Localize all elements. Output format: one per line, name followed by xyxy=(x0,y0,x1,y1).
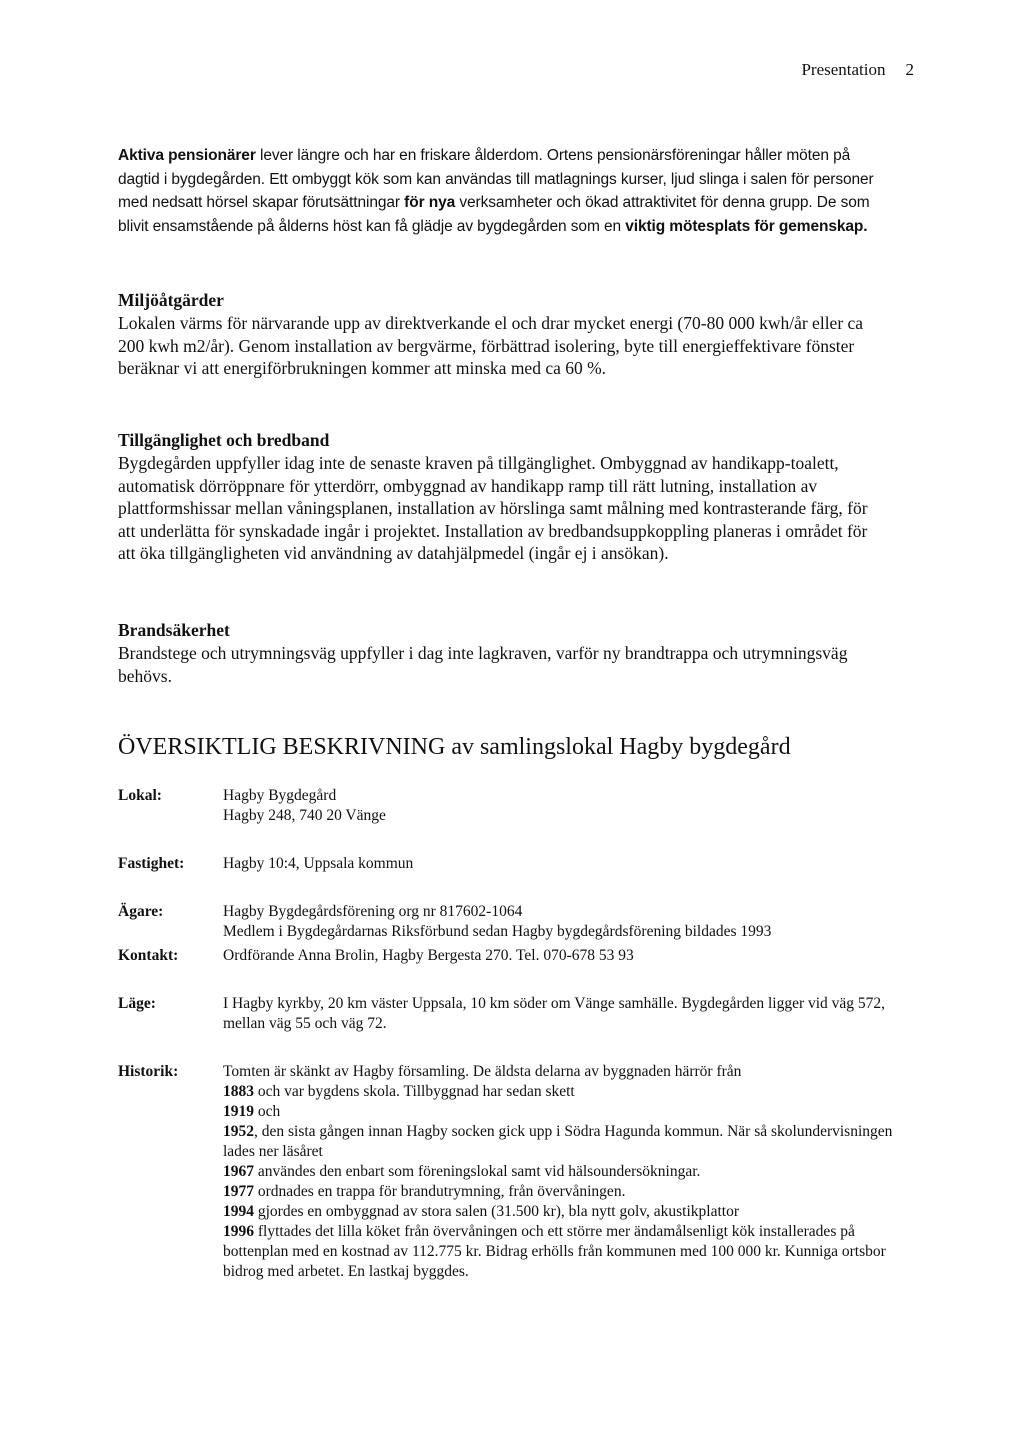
row-fastighet xyxy=(118,826,908,874)
overview-table xyxy=(118,786,908,1282)
hist-intro: Tomten är skänkt av Hagby församling. De äldsta delarna av byggnaden härrör från xyxy=(223,1063,742,1080)
kontakt-label: Kontakt: xyxy=(118,947,179,964)
overview-title: ÖVERSIKTLIG BESKRIVNING av samlingslokal Hagby bygdegård xyxy=(118,734,791,760)
hist-year-1883: 1883 xyxy=(223,1083,254,1100)
kontakt-value: Ordförande Anna Brolin, Hagby Bergesta 270. Tel. 070-678 53 93 xyxy=(223,947,634,964)
section-brand xyxy=(118,618,888,687)
intro-text-1: lever längre och har en friskare ålderdom. Ortens pensionärsföreningar håller möten på dagtid i bygdegården. Ett ombyggt kök som kan användas till matlagnings kurser, ljud slinga i salen för personer med nedsatt hörsel skapar förutsättningar xyxy=(118,147,874,211)
hist-year-1919: 1919 xyxy=(223,1103,254,1120)
fastighet-value: Hagby 10:4, Uppsala kommun xyxy=(223,855,414,872)
historik-label: Historik: xyxy=(118,1063,179,1080)
tillg-text: Bygdegården uppfyller idag inte de senaste kraven på tillgänglighet. Ombyggnad av handikapp-toalett, automatisk dörröppnare för ytterdörr, ombyggnad av handikapp ramp till rätt lutning, installation av plattformshissar mellan våningsplanen, installation av hörslinga samt målning med kontrasterande färg, för att underlätta för synskadade ingår i projektet. Installation av bredbandsuppkoppling planeras i området för att öka tillgängligheten vid användning av datahjälpmedel (ingår ej i ansökan). xyxy=(118,453,868,563)
intro-bold-1: Aktiva pensionärer xyxy=(118,147,256,164)
hist-year-1977: 1977 xyxy=(223,1183,254,1200)
brand-heading: Brandsäkerhet xyxy=(118,620,230,640)
miljo-text: Lokalen värms för närvarande upp av direktverkande el och drar mycket energi (70-80 000 kwh/år eller ca 200 kwh m2/år). Genom installation av bergvärme, förbättrad isolering, byte till energieffektivare fönster beräknar vi att energiförbrukningen kommer att minska med ca 60 %. xyxy=(118,313,864,378)
hist-year-1952: 1952 xyxy=(223,1123,254,1140)
intro-bold-3: viktig mötesplats för gemenskap. xyxy=(625,217,868,235)
hist-year-1994: 1994 xyxy=(223,1203,254,1220)
row-lage xyxy=(118,966,908,1034)
row-agare xyxy=(118,874,908,942)
agare-line-2: Medlem i Bygdegårdarnas Riksförbund sedan Hagby bygdegårdsförening bildades 1993 xyxy=(223,923,772,940)
tillg-heading: Tillgänglighet och bredband xyxy=(118,430,330,450)
hist-text-1952: , den sista gången innan Hagby socken gick upp i Södra Hagunda kommun. När så skolundervisningen lades ner läsåret xyxy=(223,1123,893,1160)
header-title: Presentation xyxy=(801,60,886,79)
row-historik xyxy=(118,1034,908,1282)
lage-value: I Hagby kyrkby, 20 km väster Uppsala, 10 km söder om Vänge samhälle. Bygdegården ligger vid väg 572, mellan väg 55 och väg 72. xyxy=(223,995,886,1032)
lokal-label: Lokal: xyxy=(118,787,162,804)
lokal-line-1: Hagby Bygdegård xyxy=(223,787,337,804)
miljo-heading: Miljöåtgärder xyxy=(118,290,224,310)
page-number: 2 xyxy=(905,60,914,79)
section-tillganglighet xyxy=(118,428,888,565)
hist-text-1919: och xyxy=(254,1103,281,1120)
fastighet-label: Fastighet: xyxy=(118,855,185,872)
intro-bold-2: för nya xyxy=(404,194,456,211)
hist-text-1994: gjordes en ombyggnad av stora salen (31.500 kr), bla nytt golv, akustikplattor xyxy=(254,1203,739,1220)
brand-text: Brandstege och utrymningsväg uppfyller i dag inte lagkraven, varför ny brandtrappa och utrymningsväg behövs. xyxy=(118,643,848,686)
page-header xyxy=(801,60,914,80)
row-lokal xyxy=(118,786,908,826)
hist-text-1883: och var bygdens skola. Tillbyggnad har sedan skett xyxy=(254,1083,575,1100)
hist-year-1996: 1996 xyxy=(223,1223,254,1240)
lokal-line-2: Hagby 248, 740 20 Vänge xyxy=(223,807,386,824)
hist-text-1967: användes den enbart som föreningslokal samt vid hälsoundersökningar. xyxy=(254,1163,701,1180)
lage-label: Läge: xyxy=(118,995,156,1012)
section-miljo xyxy=(118,288,888,380)
historik-value xyxy=(223,1034,908,1282)
agare-label: Ägare: xyxy=(118,903,164,920)
intro-paragraph xyxy=(118,144,888,238)
hist-year-1967: 1967 xyxy=(223,1163,254,1180)
row-kontakt xyxy=(118,942,908,966)
agare-line-1: Hagby Bygdegårdsförening org nr 817602-1064 xyxy=(223,903,523,920)
hist-text-1996: flyttades det lilla köket från övervåningen och ett större mer ändamålsenligt kök installerades på bottenplan med en kostnad av 112.775 kr. Bidrag erhölls från kommunen med 100 000 kr. Kunniga ortsbor bidrog med arbetet. En lastkaj byggdes. xyxy=(223,1223,886,1280)
intro-text-2: verksamheter och ökad attraktivitet för denna grupp. De som blivit ensamstående på ålderns höst kan få glädje av bygdegården som en xyxy=(118,194,870,235)
overview-table-wrap xyxy=(118,786,908,1282)
hist-text-1977: ordnades en trappa för brandutrymning, från övervåningen. xyxy=(254,1183,626,1200)
